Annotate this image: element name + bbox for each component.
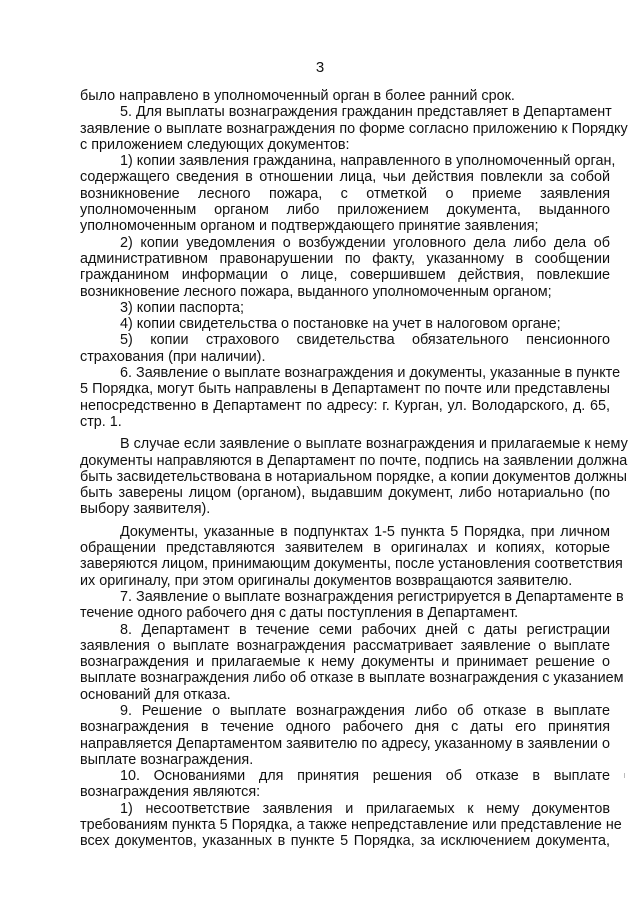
text-line: стр. 1. — [80, 413, 122, 430]
text-line: возникновение лесного пожара, выданного уполномоченным органом; — [80, 283, 552, 300]
text-line: требованиям пункта 5 Порядка, а также непредставление или представление не — [80, 817, 622, 834]
text-line: возникновение лесного пожара, с отметкой о приеме заявления — [80, 185, 610, 202]
text-line: заверяются лицом, принимающим документы, после установления соответствия — [80, 556, 623, 573]
text-line: 1) несоответствие заявления и прилагаемых к нему документов — [120, 800, 610, 817]
text-line: выплате вознаграждения либо об отказе в выплате вознаграждения с указанием — [80, 670, 624, 687]
document-body — [80, 88, 628, 850]
text-line: уполномоченным органом либо приложением документа, выданного — [80, 202, 610, 219]
text-line: 10. Основаниями для принятия решения об отказе в выплате — [120, 768, 610, 785]
text-line: 5. Для выплаты вознаграждения гражданин представляет в Департамент — [120, 104, 612, 121]
text-line: всех документов, указанных в пункте 5 Порядка, за исключением документа, — [80, 833, 610, 850]
text-line: 5 Порядка, могут быть направлены в Департамент по почте или представлены — [80, 381, 610, 398]
text-line: Документы, указанные в подпунктах 1-5 пункта 5 Порядка, при личном — [120, 523, 610, 540]
text-line: было направлено в уполномоченный орган в более ранний срок. — [80, 88, 515, 104]
text-line: непосредственно в Департамент по адресу: г. Курган, ул. Володарского, д. 65, — [80, 397, 610, 414]
text-line: 4) копии свидетельства о постановке на учет в налоговом органе; — [120, 316, 561, 333]
text-line: 1) копии заявления гражданина, направленного в уполномоченный орган, — [120, 153, 616, 170]
text-line: заявления о выплате вознаграждения рассматривает заявление о выплате — [80, 637, 610, 654]
text-line: документы направляются в Департамент по почте, подпись на заявлении должна — [80, 452, 628, 469]
text-line: выбору заявителя). — [80, 501, 211, 518]
text-line: направляется Департаментом заявителю по адресу, указанному в заявлении о — [80, 735, 610, 752]
text-line: быть заверены лицом (органом), выдавшим документ, либо нотариально (по — [80, 485, 610, 502]
scan-margin-mark — [624, 773, 625, 778]
page-number: 3 — [315, 59, 325, 76]
text-line: гражданином информации о лице, совершившем действия, повлекшие — [80, 267, 610, 284]
text-line: оснований для отказа. — [80, 686, 231, 703]
text-line: вознаграждения и прилагаемые к нему документы и принимает решение о — [80, 654, 610, 671]
text-line: выплате вознаграждения. — [80, 751, 254, 768]
text-line: уполномоченным органом и подтверждающего принятие заявления; — [80, 218, 539, 235]
text-line: их оригиналу, при этом оригиналы документов возвращаются заявителю. — [80, 572, 573, 589]
text-line: административном правонарушении по факту, указанному в сообщении — [80, 250, 610, 267]
text-line: страхования (при наличии). — [80, 348, 266, 365]
text-line: вознаграждения в течение одного рабочего дня с даты его принятия — [80, 719, 610, 736]
text-line: 5) копии страхового свидетельства обязательного пенсионного — [120, 332, 610, 349]
text-line: 7. Заявление о выплате вознаграждения регистрируется в Департаменте в — [120, 588, 624, 605]
text-line: 9. Решение о выплате вознаграждения либо об отказе в выплате — [120, 702, 610, 719]
text-line: течение одного рабочего дня с даты поступления в Департамент. — [80, 605, 519, 622]
text-line: обращении представляются заявителем в оригиналах и копиях, которые — [80, 540, 610, 557]
text-line: быть засвидетельствована в нотариальном порядке, а копии документов должны — [80, 468, 627, 485]
text-line: вознаграждения являются: — [80, 784, 261, 801]
text-line: с приложением следующих документов: — [80, 136, 350, 153]
text-line: 6. Заявление о выплате вознаграждения и документы, указанные в пункте — [120, 365, 621, 382]
text-line: В случае если заявление о выплате вознаграждения и прилагаемые к нему — [120, 436, 628, 453]
text-line: 8. Департамент в течение семи рабочих дней с даты регистрации — [120, 621, 610, 638]
text-line: 3) копии паспорта; — [120, 299, 245, 316]
text-line: содержащего сведения в отношении лица, чьи действия повлекли за собой — [80, 169, 610, 186]
text-line: 2) копии уведомления о возбуждении уголовного дела либо дела об — [120, 234, 610, 251]
text-line: заявление о выплате вознаграждения по форме согласно приложению к Порядку — [80, 120, 628, 137]
